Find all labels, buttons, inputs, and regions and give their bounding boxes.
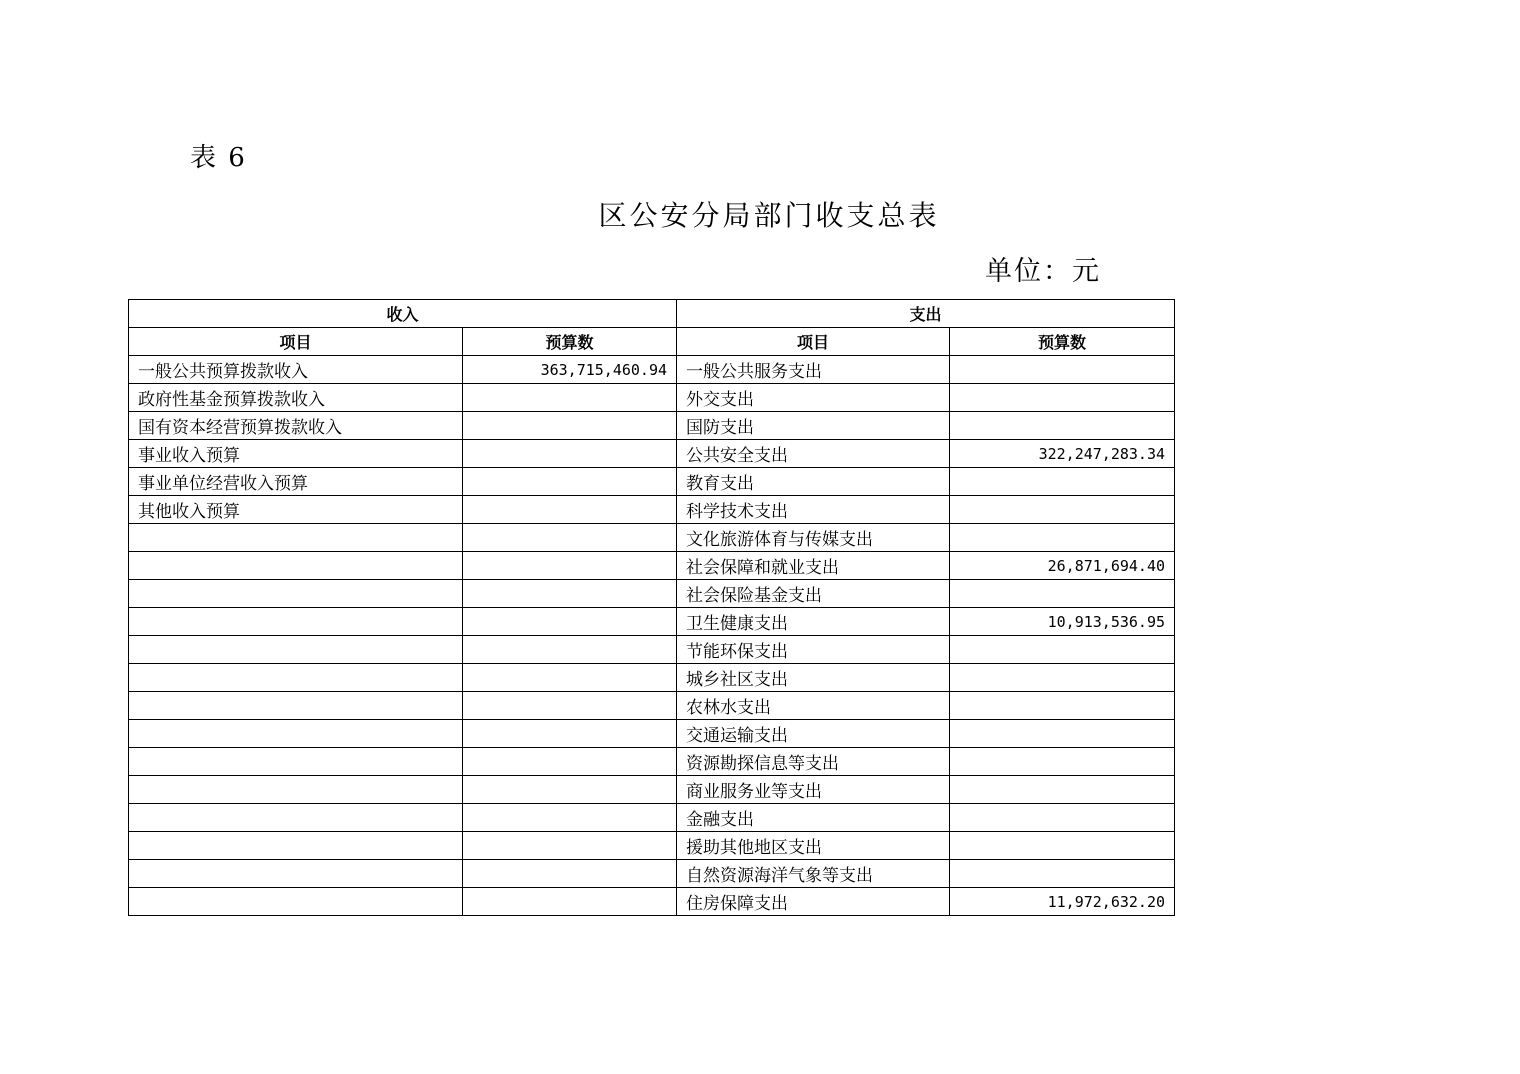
table-row [129,496,1175,524]
table-row [129,384,1175,412]
income-item-cell [129,636,463,664]
expense-amount-cell [950,468,1175,496]
income-amount-cell [463,804,677,832]
table-row [129,776,1175,804]
expense-item-cell: 援助其他地区支出 [677,832,950,860]
income-item-cell: 事业收入预算 [129,440,463,468]
income-amount-cell [463,384,677,412]
expense-amount-cell [950,580,1175,608]
income-amount-cell [463,552,677,580]
expense-amount-cell [950,524,1175,552]
income-item-cell [129,524,463,552]
income-item-cell [129,832,463,860]
expense-item-header: 项目 [677,328,950,356]
expense-item-cell: 资源勘探信息等支出 [677,748,950,776]
income-amount-cell: 363,715,460.94 [463,356,677,384]
expense-item-cell: 外交支出 [677,384,950,412]
table-row [129,692,1175,720]
expense-item-cell: 交通运输支出 [677,720,950,748]
table-row [129,580,1175,608]
income-item-cell [129,776,463,804]
budget-table [128,299,1175,916]
expense-item-cell: 社会保险基金支出 [677,580,950,608]
expense-item-cell: 科学技术支出 [677,496,950,524]
income-amount-cell [463,412,677,440]
table-row [129,888,1175,916]
expense-amount-cell: 322,247,283.34 [950,440,1175,468]
income-amount-cell [463,888,677,916]
income-item-cell [129,720,463,748]
expense-amount-header: 预算数 [950,328,1175,356]
income-amount-cell [463,776,677,804]
expense-amount-cell: 26,871,694.40 [950,552,1175,580]
table-row [129,748,1175,776]
income-item-cell [129,860,463,888]
expense-item-cell: 社会保障和就业支出 [677,552,950,580]
expense-amount-cell [950,412,1175,440]
income-amount-cell [463,664,677,692]
income-item-cell [129,664,463,692]
expense-amount-cell [950,692,1175,720]
expense-amount-cell [950,832,1175,860]
expense-item-cell: 住房保障支出 [677,888,950,916]
income-group-header: 收入 [129,300,677,328]
table-label: 表 6 [190,143,247,173]
expense-amount-cell [950,356,1175,384]
expense-amount-cell: 11,972,632.20 [950,888,1175,916]
table-body [129,356,1175,916]
income-amount-cell [463,720,677,748]
expense-amount-cell [950,384,1175,412]
income-amount-header: 预算数 [463,328,677,356]
table-row [129,552,1175,580]
income-item-cell: 政府性基金预算拨款收入 [129,384,463,412]
income-item-cell [129,552,463,580]
income-amount-cell [463,468,677,496]
table-row [129,720,1175,748]
income-amount-cell [463,692,677,720]
income-item-cell [129,608,463,636]
income-item-cell: 国有资本经营预算拨款收入 [129,412,463,440]
income-item-cell [129,692,463,720]
expense-amount-cell [950,496,1175,524]
expense-amount-cell [950,804,1175,832]
income-amount-cell [463,748,677,776]
income-amount-cell [463,524,677,552]
income-item-cell [129,888,463,916]
expense-item-cell: 公共安全支出 [677,440,950,468]
expense-item-cell: 一般公共服务支出 [677,356,950,384]
expense-group-header: 支出 [677,300,1175,328]
income-amount-cell [463,580,677,608]
expense-amount-cell [950,636,1175,664]
table-row [129,860,1175,888]
income-amount-cell [463,636,677,664]
page-title: 区公安分局部门收支总表 [598,199,940,232]
income-item-header: 项目 [129,328,463,356]
expense-item-cell: 城乡社区支出 [677,664,950,692]
expense-item-cell: 节能环保支出 [677,636,950,664]
table-row [129,524,1175,552]
table-row [129,440,1175,468]
income-amount-cell [463,860,677,888]
table-row [129,804,1175,832]
table-row [129,356,1175,384]
income-item-cell [129,748,463,776]
income-amount-cell [463,440,677,468]
table-row [129,412,1175,440]
table-row [129,468,1175,496]
expense-item-cell: 农林水支出 [677,692,950,720]
expense-amount-cell [950,748,1175,776]
table-row [129,636,1175,664]
expense-item-cell: 教育支出 [677,468,950,496]
unit-note: 单位：元 [985,256,1101,287]
expense-item-cell: 金融支出 [677,804,950,832]
expense-amount-cell [950,720,1175,748]
income-item-cell: 事业单位经营收入预算 [129,468,463,496]
group-header-row [129,300,1175,328]
expense-item-cell: 自然资源海洋气象等支出 [677,860,950,888]
income-item-cell [129,580,463,608]
expense-amount-cell [950,776,1175,804]
column-header-row [129,328,1175,356]
expense-item-cell: 文化旅游体育与传媒支出 [677,524,950,552]
income-item-cell: 其他收入预算 [129,496,463,524]
income-item-cell: 一般公共预算拨款收入 [129,356,463,384]
table-row [129,664,1175,692]
expense-item-cell: 商业服务业等支出 [677,776,950,804]
table-row [129,832,1175,860]
income-amount-cell [463,608,677,636]
expense-amount-cell: 10,913,536.95 [950,608,1175,636]
expense-item-cell: 卫生健康支出 [677,608,950,636]
expense-amount-cell [950,664,1175,692]
expense-item-cell: 国防支出 [677,412,950,440]
expense-amount-cell [950,860,1175,888]
income-amount-cell [463,832,677,860]
income-item-cell [129,804,463,832]
income-amount-cell [463,496,677,524]
table-row [129,608,1175,636]
